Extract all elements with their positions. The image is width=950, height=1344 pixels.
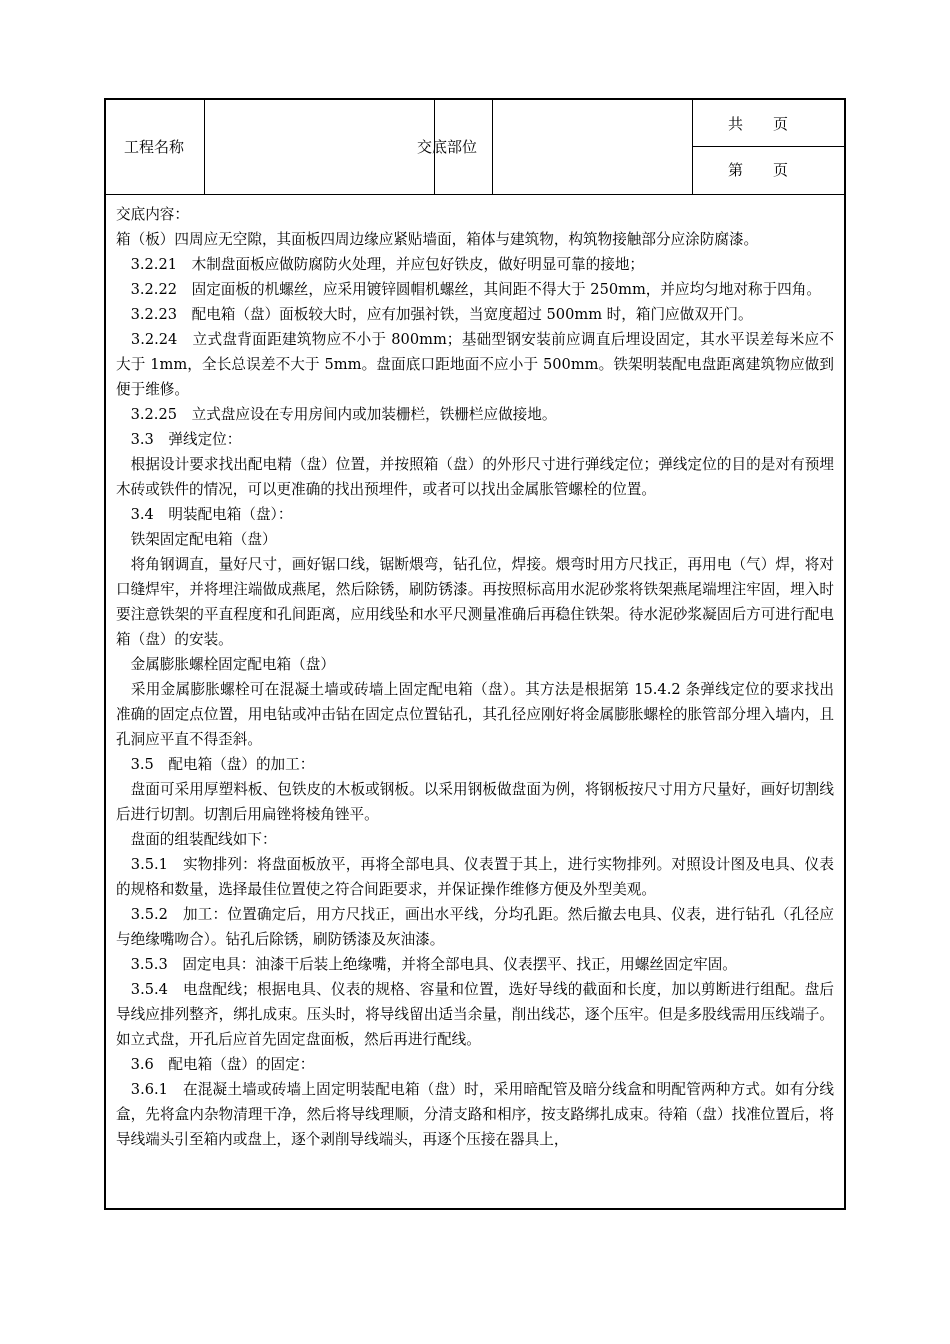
content-paragraph: 铁架固定配电箱（盘） (116, 531, 277, 548)
content-paragraph: 将角钢调直，量好尺寸，画好锯口线，锯断煨弯，钻孔位，焊接。煨弯时用方尺找正，再用电（气）焊，将对口缝焊牢，并将埋注端做成燕尾，然后除锈，刷防锈漆。再按照标高用水泥砂浆将铁架燕尾端埋注牢固，埋入时要注意铁架的平直程度和孔间距离，应用线坠和水平尺测量准确后再稳住铁架。待水泥砂浆凝固后方可进行配电箱（盘）的安装。 (116, 556, 834, 648)
content-paragraph: 3.2.23 配电箱（盘）面板较大时，应有加强衬铁，当宽度超过 500mm 时，箱门应做双开门。 (116, 306, 753, 323)
content-paragraph: 3.5.2 加工：位置确定后，用方尺找正，画出水平线，分均孔距。然后撤去电具、仪表，进行钻孔（孔径应与绝缘嘴吻合）。钻孔后除锈，刷防锈漆及灰油漆。 (116, 906, 834, 948)
disclosure-content (106, 196, 844, 1152)
content-paragraph: 3.2.21 木制盘面板应做防腐防火处理，并应包好铁皮，做好明显可靠的接地； (116, 256, 645, 273)
content-paragraph: 根据设计要求找出配电精（盘）位置，并按照箱（盘）的外形尺寸进行弹线定位；弹线定位的目的是对有预埋木砖或铁件的情况，可以更准确的找出预埋件，或者可以找出金属胀管螺栓的位置。 (116, 456, 834, 498)
content-paragraph: 箱（板）四周应无空隙，其面板四周边缘应紧贴墙面，箱体与建筑物，构筑物接触部分应涂防腐漆。 (116, 231, 759, 248)
page-number-label: 第 页 (728, 161, 789, 179)
content-paragraph: 3.6.1 在混凝土墙或砖墙上固定明装配电箱（盘）时，采用暗配管及暗分线盒和明配管两种方式。如有分线盒，先将盒内杂物清理干净，然后将导线理顺，分清支路和相序，按支路绑扎成束。待箱（盘）找准位置后，将导线端头引至箱内或盘上，逐个剥削导线端头，再逐个压接在器具上， (116, 1081, 834, 1148)
content-paragraph: 3.5.1 实物排列：将盘面板放平，再将全部电具、仪表置于其上，进行实物排列。对照设计图及电具、仪表的规格和数量，选择最佳位置使之符合间距要求，并保证操作维修方便及外型美观。 (116, 856, 834, 898)
project-name-label: 工程名称 (124, 138, 185, 156)
content-title: 交底内容： (116, 206, 189, 223)
content-paragraph: 3.3 弹线定位： (116, 431, 242, 448)
header-table (106, 100, 844, 195)
content-paragraph: 3.4 明装配电箱（盘）： (116, 506, 293, 523)
divider (692, 100, 693, 194)
content-paragraph: 3.6 配电箱（盘）的固定： (116, 1056, 315, 1073)
divider (204, 100, 205, 194)
technical-disclosure-form (104, 98, 846, 1210)
content-paragraph: 金属膨胀螺栓固定配电箱（盘） (116, 656, 335, 673)
content-paragraph: 3.2.22 固定面板的机螺丝，应采用镀锌圆帽机螺丝，其间距不得大于 250mm，并应均匀地对称于四角。 (116, 281, 821, 298)
content-paragraph: 3.5.3 固定电具：油漆干后装上绝缘嘴，并将全部电具、仪表摆平、找正，用螺丝固定牢固。 (116, 956, 737, 973)
disclosure-part-label: 交底部位 (417, 138, 478, 156)
content-paragraph: 盘面的组装配线如下： (116, 831, 277, 848)
total-pages-label: 共 页 (728, 115, 789, 133)
content-paragraph: 3.2.24 立式盘背面距建筑物应不小于 800mm；基础型钢安装前应调直后埋设固定，其水平误差每米应不大于 1mm，全长总误差不大于 5mm。盘面底口距地面不应小于 500mm。铁架明装配电盘距离建筑物应做到便于维修。 (116, 331, 834, 398)
content-paragraph: 3.5.4 电盘配线；根据电具、仪表的规格、容量和位置，选好导线的截面和长度，加以剪断进行组配。盘后导线应排列整齐，绑扎成束。压头时，将导线留出适当余量，削出线芯，逐个压牢。但是多股线需用压线端子。如立式盘，开孔后应首先固定盘面板，然后再进行配线。 (116, 981, 834, 1048)
content-paragraph: 3.5 配电箱（盘）的加工： (116, 756, 315, 773)
divider (692, 146, 844, 147)
content-paragraph: 采用金属膨胀螺栓可在混凝土墙或砖墙上固定配电箱（盘）。其方法是根据第 15.4.2 条弹线定位的要求找出准确的固定点位置，用电钻或冲击钻在固定点位置钻孔，其孔径应刚好将金属膨胀螺栓的胀管部分埋入墙内，且孔洞应平直不得歪斜。 (116, 681, 834, 748)
content-paragraph: 盘面可采用厚塑料板、包铁皮的木板或钢板。以采用钢板做盘面为例，将钢板按尺寸用方尺量好，画好切割线后进行切割。切割后用扁锉将棱角锉平。 (116, 781, 834, 823)
content-paragraph: 3.2.25 立式盘应设在专用房间内或加装栅栏，铁栅栏应做接地。 (116, 406, 557, 423)
paragraph-list (116, 227, 834, 1152)
divider (492, 100, 493, 194)
